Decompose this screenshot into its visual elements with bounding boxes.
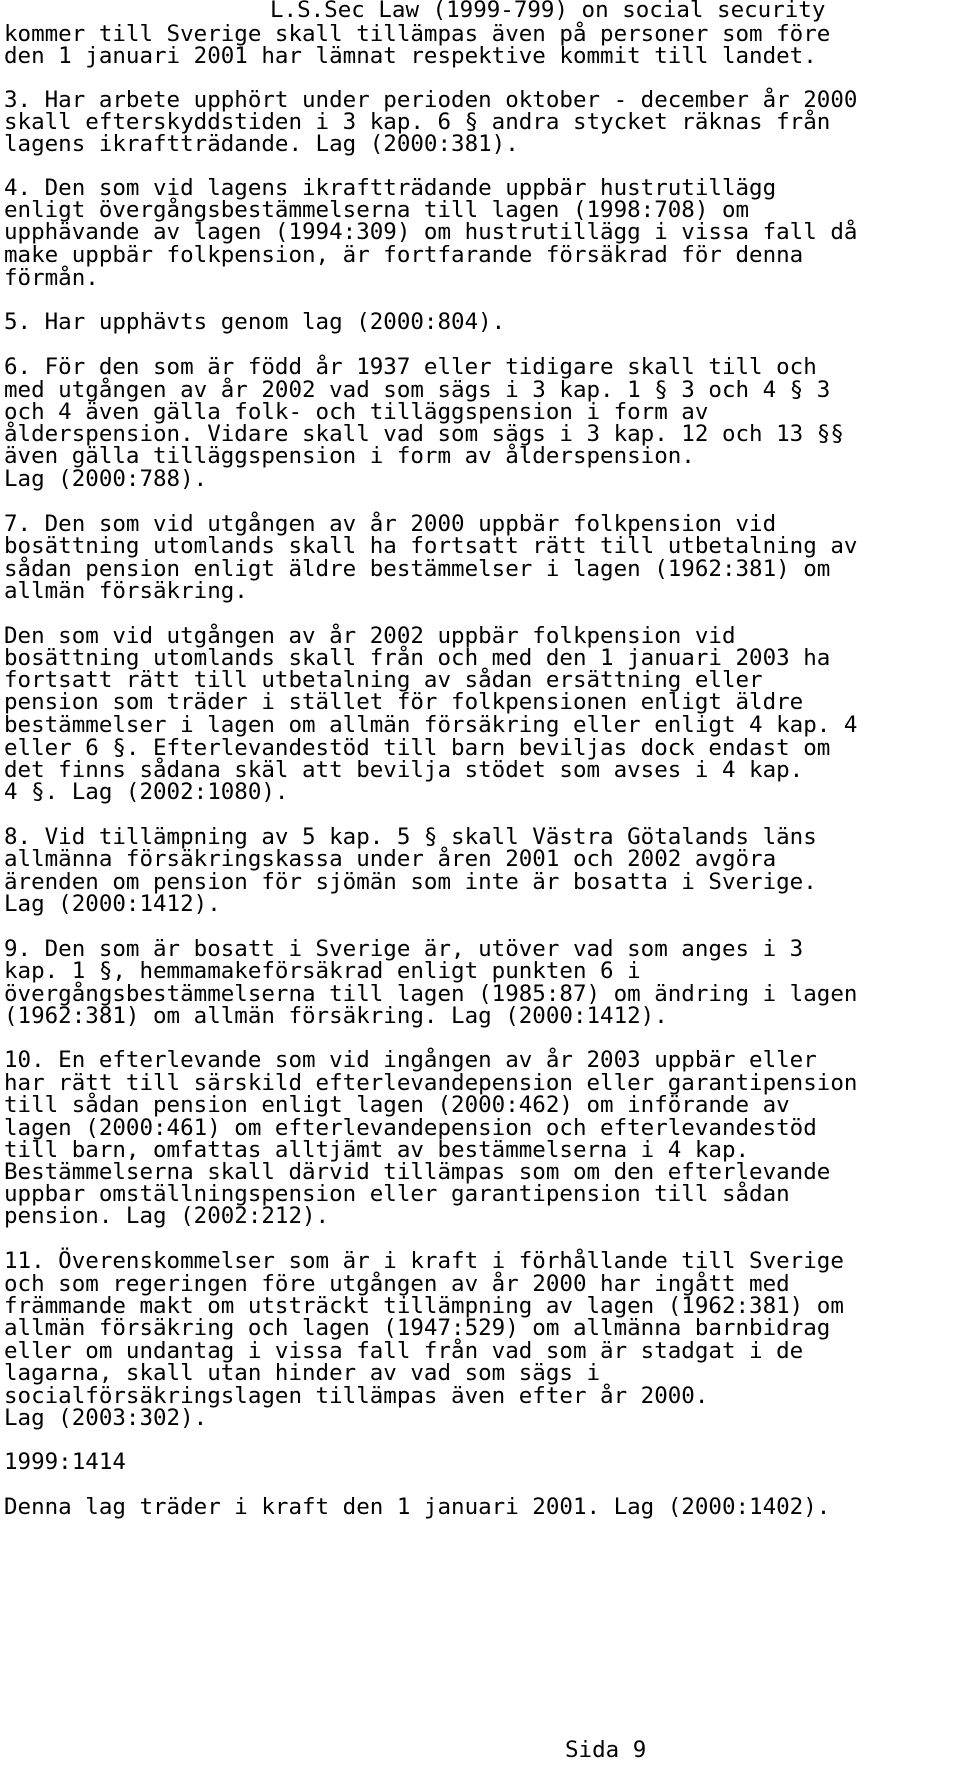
text-line: 9. Den som är bosatt i Sverige är, utöver vad som anges i 3 [4,936,804,962]
text-line: eller 6 §. Efterlevandestöd till barn beviljas dock endast om [4,735,831,761]
text-line: allmän försäkring. [4,578,248,604]
text-line: Lag (2000:788). [4,466,208,492]
text-line: socialförsäkringslagen tillämpas även efter år 2000. [4,1383,709,1409]
text-line: 3. Har arbete upphört under perioden oktober - december år 2000 [4,87,858,113]
text-line: fortsatt rätt till utbetalning av sådan ersättning eller [4,667,763,693]
text-line: pension som träder i stället för folkpensionen enligt äldre [4,689,804,715]
text-line: med utgången av år 2002 vad som sägs i 3 kap. 1 § 3 och 4 § 3 [4,377,831,403]
text-line: 4. Den som vid lagens ikraftträdande uppbär hustrutillägg [4,175,777,201]
text-line: Bestämmelserna skall därvid tillämpas som om den efterlevande [4,1159,831,1185]
text-line: bestämmelser i lagen om allmän försäkring eller enligt 4 kap. 4 [4,712,858,738]
text-line: lagarna, skall utan hinder av vad som sägs i [4,1360,601,1386]
text-line: skall efterskyddstiden i 3 kap. 6 § andra stycket räknas från [4,109,831,135]
text-line: ärenden om pension för sjömän som inte är bosatta i Sverige. [4,869,817,895]
text-line: enligt övergångsbestämmelserna till lagen (1998:708) om [4,197,750,223]
text-line: 6. För den som är född år 1937 eller tidigare skall till och [4,354,817,380]
text-line: 1999:1414 [4,1449,126,1475]
text-line: sådan pension enligt äldre bestämmelser i lagen (1962:381) om [4,556,831,582]
text-line: upphävande av lagen (1994:309) om hustrutillägg i vissa fall då [4,219,858,245]
text-line: kommer till Sverige skall tillämpas även på personer som före [4,21,831,47]
text-line: till sådan pension enligt lagen (2000:462) om införande av [4,1092,790,1118]
text-line: 11. Överenskommelser som är i kraft i förhållande till Sverige [4,1248,844,1274]
text-line: (1962:381) om allmän försäkring. Lag (2000:1412). [4,1003,668,1029]
text-line: och 4 även gälla folk- och tilläggspension i form av [4,399,709,425]
text-line: kap. 1 §, hemmamakeförsäkrad enligt punkten 6 i [4,958,641,984]
text-line: Denna lag träder i kraft den 1 januari 2001. Lag (2000:1402). [4,1494,831,1520]
text-line: allmän försäkring och lagen (1947:529) om allmänna barnbidrag [4,1315,831,1341]
text-line: har rätt till särskild efterlevandepension eller garantipension [4,1070,858,1096]
text-line: 4 §. Lag (2002:1080). [4,779,289,805]
text-line: allmänna försäkringskassa under åren 2001 och 2002 avgöra [4,846,777,872]
header-law-reference: L.S.Sec Law (1999-799) on social security [270,0,826,23]
text-line: 8. Vid tillämpning av 5 kap. 5 § skall Västra Götalands läns [4,824,817,850]
text-line: make uppbär folkpension, är fortfarande försäkrad för denna [4,242,804,268]
text-line: det finns sådana skäl att bevilja stödet som avses i 4 kap. [4,757,804,783]
text-line: Den som vid utgången av år 2002 uppbär folkpension vid [4,623,736,649]
text-line: ålderspension. Vidare skall vad som sägs i 3 kap. 12 och 13 §§ [4,421,844,447]
text-line: även gälla tilläggspension i form av ålderspension. [4,443,695,469]
text-line: 10. En efterlevande som vid ingången av år 2003 uppbär eller [4,1047,817,1073]
text-line: lagen (2000:461) om efterlevandepension och efterlevandestöd [4,1115,817,1141]
text-line: förmån. [4,265,99,291]
text-line: och som regeringen före utgången av år 2000 har ingått med [4,1271,790,1297]
text-line: övergångsbestämmelserna till lagen (1985:87) om ändring i lagen [4,981,858,1007]
text-line: uppbar omställningspension eller garantipension till sådan [4,1181,790,1207]
text-line: lagens ikraftträdande. Lag (2000:381). [4,131,519,157]
text-line: bosättning utomlands skall ha fortsatt rätt till utbetalning av [4,533,858,559]
text-line: eller om undantag i vissa fall från vad som är stadgat i de [4,1338,804,1364]
text-line: Lag (2003:302). [4,1405,208,1431]
text-line: 5. Har upphävts genom lag (2000:804). [4,309,506,335]
text-line: Lag (2000:1412). [4,891,221,917]
text-line: bosättning utomlands skall från och med den 1 januari 2003 ha [4,645,831,671]
text-line: den 1 januari 2001 har lämnat respektive kommit till landet. [4,43,817,69]
page-number: Sida 9 [565,1737,647,1763]
text-line: 7. Den som vid utgången av år 2000 uppbär folkpension vid [4,511,777,537]
text-line: till barn, omfattas alltjämt av bestämmelserna i 4 kap. [4,1137,750,1163]
text-line: främmande makt om utsträckt tillämpning av lagen (1962:381) om [4,1293,844,1319]
text-line: pension. Lag (2002:212). [4,1203,330,1229]
